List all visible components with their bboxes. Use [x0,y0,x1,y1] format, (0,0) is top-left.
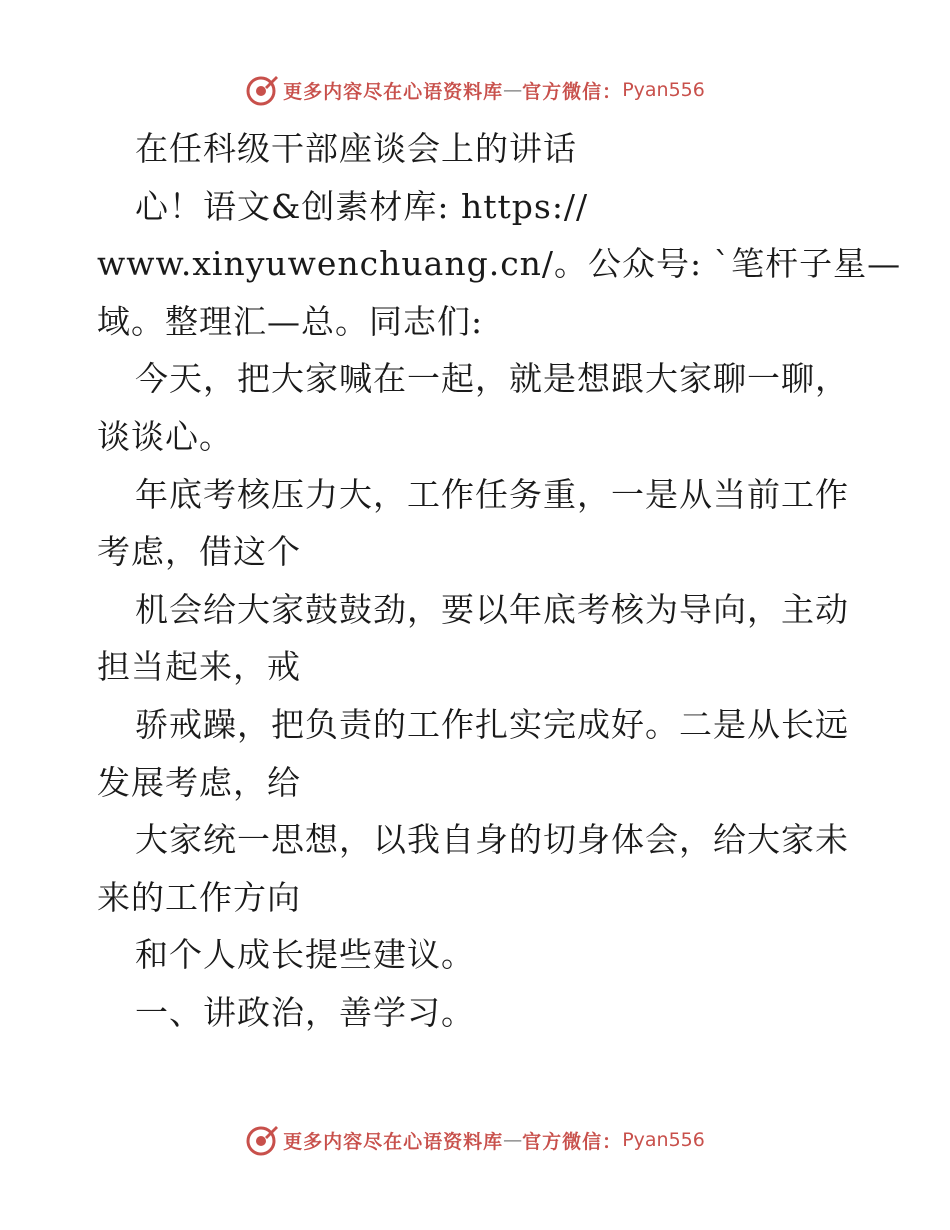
pen-logo-icon [245,1123,279,1157]
paragraph-line: 和个人成长提些建议。 [135,935,475,975]
paragraph-line: 发展考虑，给 [97,762,301,802]
paragraph-line: 心！语文&创素材库: https:// [135,186,589,226]
banner-separator: — [503,79,523,101]
banner-wechat-id: Pyan556 [622,1129,705,1151]
paragraph-line: 年底考核压力大，工作任务重，一是从当前工作 [135,474,849,514]
paragraph-line: 域。整理汇—总。同志们: [97,301,484,341]
paragraph-line: 担当起来，戒 [97,647,301,687]
document-body [97,120,902,1042]
header-banner [0,70,950,110]
banner-wechat-id: Pyan556 [622,79,705,101]
paragraph-line: 骄戒躁，把负责的工作扎实完成好。二是从长远 [135,704,849,744]
section-heading: 一、讲政治，善学习。 [135,992,475,1032]
paragraph-line: www.xinyuwenchuang.cn/。公众号: `笔杆子星— [97,244,902,284]
paragraph-line: 谈谈心。 [97,416,233,456]
paragraph-line: 大家统一思想，以我自身的切身体会，给大家未 [135,820,849,860]
banner-wechat-label: 官方微信： [522,1130,623,1153]
footer-banner [0,1120,950,1160]
paragraph-line: 机会给大家鼓鼓劲，要以年底考核为导向，主动 [135,589,849,629]
paragraph-line: 考虑，借这个 [97,532,301,572]
paragraph-line: 来的工作方向 [97,877,301,917]
banner-text: 更多内容尽在心语资料库 [283,1130,504,1153]
paragraph-line: 今天，把大家喊在一起，就是想跟大家聊一聊， [135,359,849,399]
banner-wechat-label: 官方微信： [522,80,623,103]
banner-separator: — [503,1129,523,1151]
pen-logo-icon [245,73,279,107]
banner-text: 更多内容尽在心语资料库 [283,80,504,103]
document-title: 在任科级干部座谈会上的讲话 [135,129,577,168]
